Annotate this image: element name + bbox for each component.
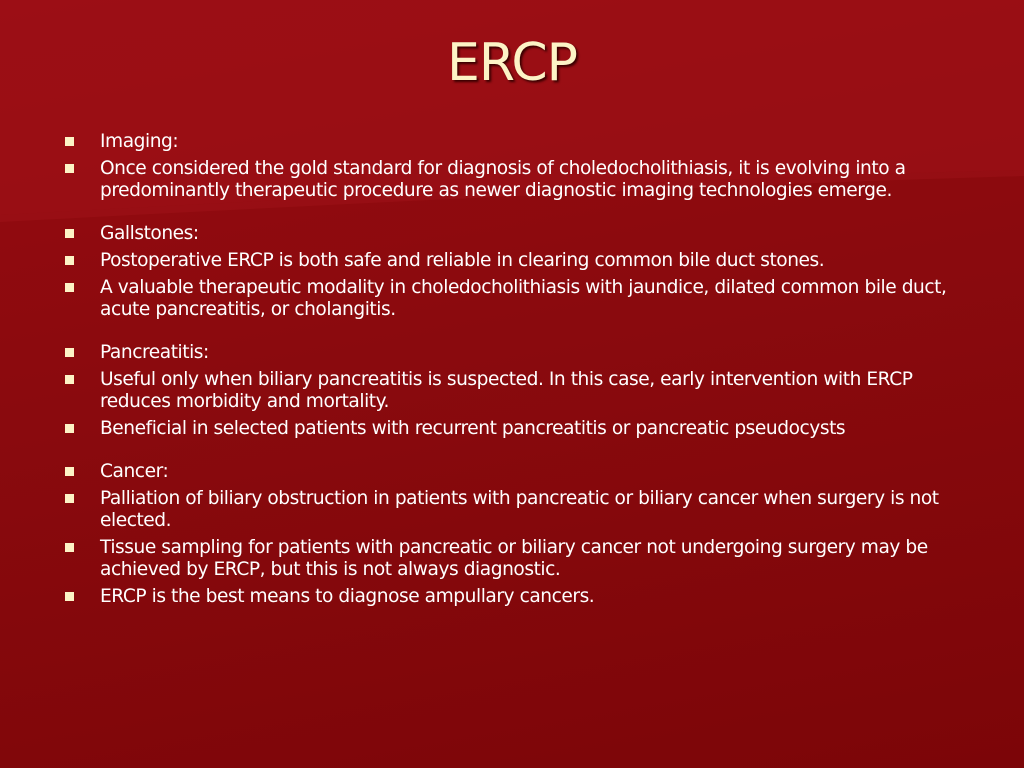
bullet-item bbox=[62, 223, 982, 245]
bullet-text: ERCP is the best means to diagnose ampullary cancers. bbox=[100, 586, 595, 607]
bullet-item bbox=[62, 277, 982, 321]
bullet-item bbox=[62, 418, 982, 440]
bullet-text: Postoperative ERCP is both safe and reliable in clearing common bile duct stones. bbox=[100, 250, 825, 271]
square-bullet-icon bbox=[65, 283, 74, 292]
square-bullet-icon bbox=[65, 494, 74, 503]
bullet-item bbox=[62, 342, 982, 364]
bullet-text: Gallstones: bbox=[100, 223, 199, 244]
bullet-list bbox=[62, 131, 982, 613]
square-bullet-icon bbox=[65, 592, 74, 601]
bullet-text: Palliation of biliary obstruction in patients with pancreatic or biliary cancer when surgery is not elected. bbox=[100, 488, 939, 531]
bullet-item bbox=[62, 537, 982, 581]
square-bullet-icon bbox=[65, 256, 74, 265]
bullet-item bbox=[62, 158, 982, 202]
bullet-text: Imaging: bbox=[100, 131, 179, 152]
square-bullet-icon bbox=[65, 348, 74, 357]
square-bullet-icon bbox=[65, 164, 74, 173]
bullet-text: Cancer: bbox=[100, 461, 169, 482]
square-bullet-icon bbox=[65, 543, 74, 552]
square-bullet-icon bbox=[65, 229, 74, 238]
bullet-item bbox=[62, 586, 982, 608]
bullet-text: Pancreatitis: bbox=[100, 342, 209, 363]
square-bullet-icon bbox=[65, 467, 74, 476]
bullet-item bbox=[62, 250, 982, 272]
bullet-text: Useful only when biliary pancreatitis is suspected. In this case, early intervention with ERCP reduces morbidity and mortality. bbox=[100, 369, 913, 412]
bullet-text: Beneficial in selected patients with recurrent pancreatitis or pancreatic pseudocysts bbox=[100, 418, 846, 439]
square-bullet-icon bbox=[65, 424, 74, 433]
square-bullet-icon bbox=[65, 137, 74, 146]
bullet-text: A valuable therapeutic modality in choledocholithiasis with jaundice, dilated common bile duct, acute pancreatitis, or cholangitis. bbox=[100, 277, 947, 320]
square-bullet-icon bbox=[65, 375, 74, 384]
bullet-item bbox=[62, 369, 982, 413]
slide-title: ERCP bbox=[446, 33, 578, 93]
bullet-text: Tissue sampling for patients with pancreatic or biliary cancer not undergoing surgery may be achieved by ERCP, but this is not always diagnostic. bbox=[100, 537, 928, 580]
bullet-item bbox=[62, 461, 982, 483]
bullet-item bbox=[62, 488, 982, 532]
bullet-text: Once considered the gold standard for diagnosis of choledocholithiasis, it is evolving into a predominantly therapeutic procedure as newer diagnostic imaging technologies emerge. bbox=[100, 158, 906, 201]
bullet-item bbox=[62, 131, 982, 153]
